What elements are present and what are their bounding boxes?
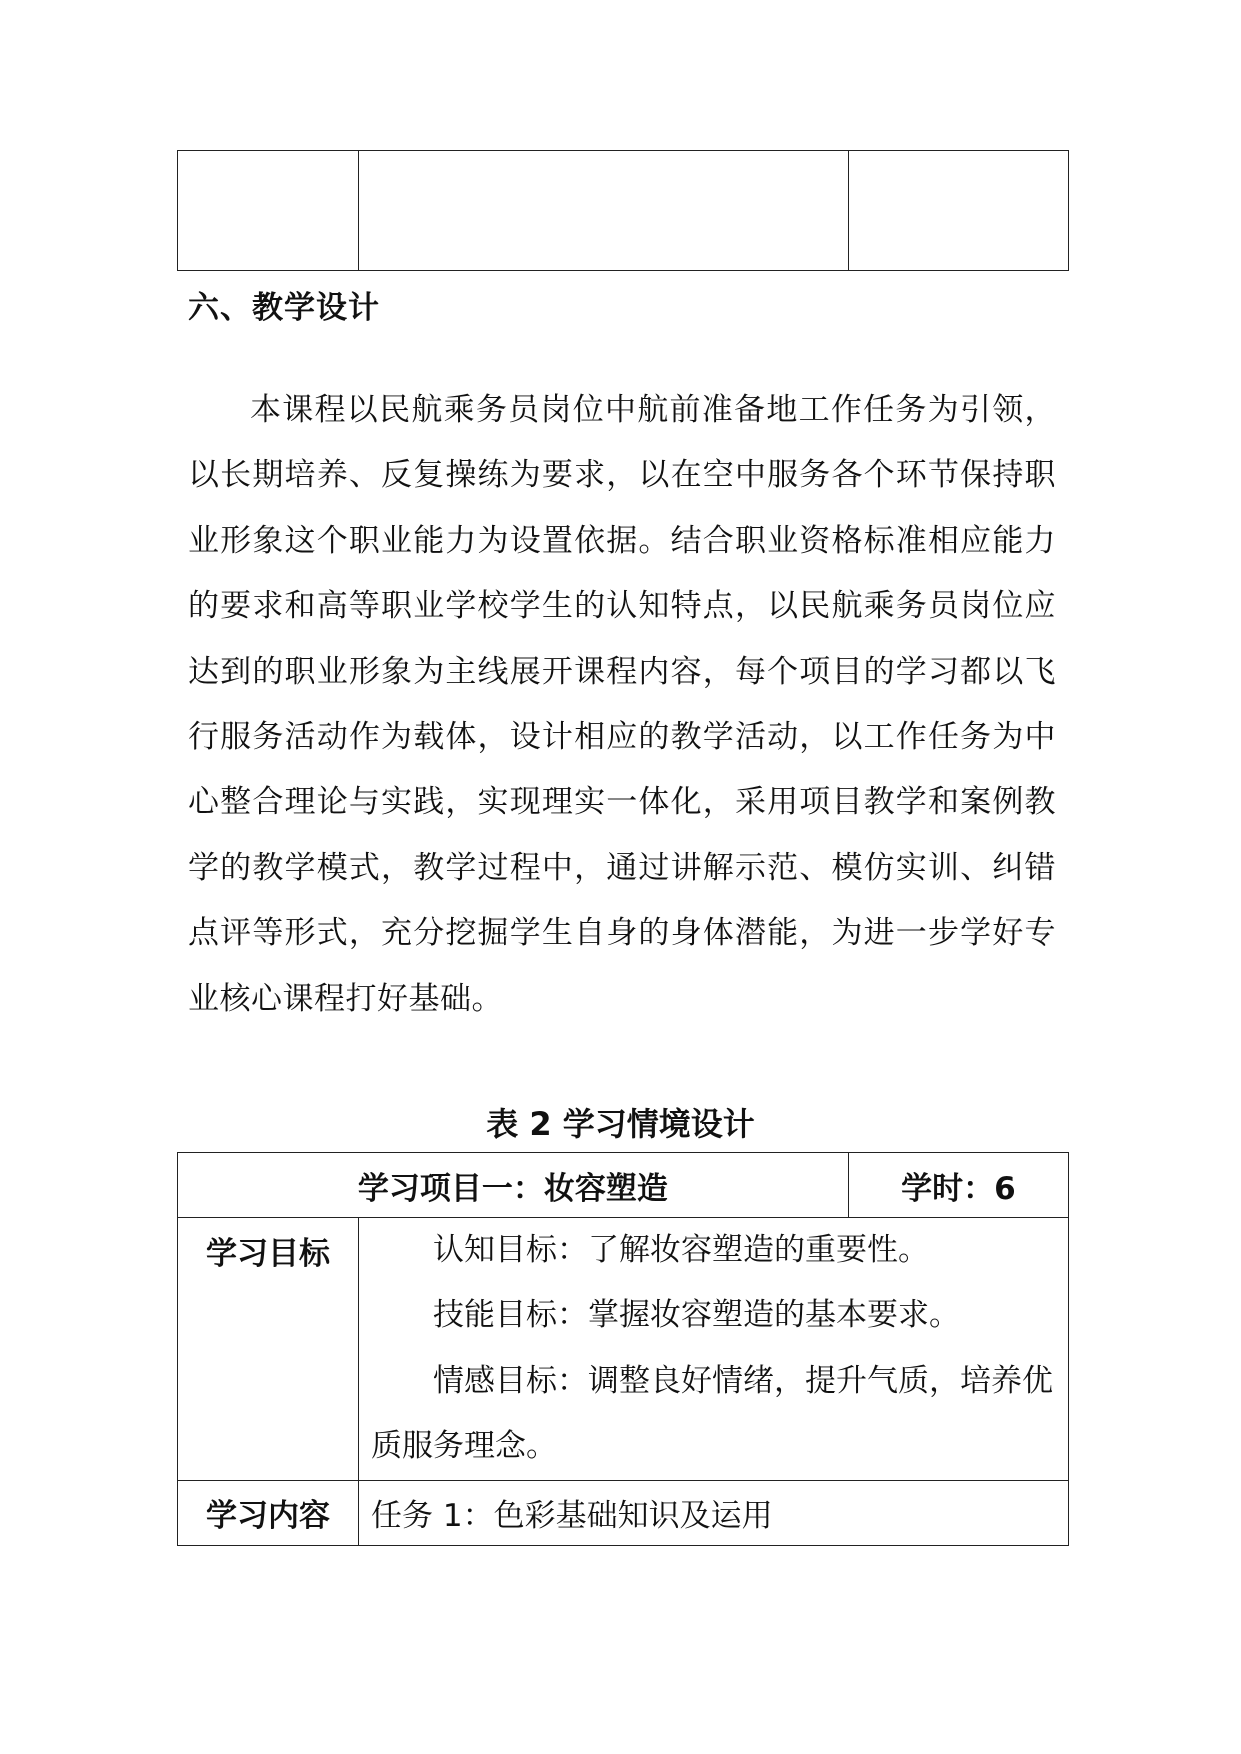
previous-table-fragment	[177, 150, 1069, 271]
table-row	[178, 1218, 1069, 1481]
empty-cell	[178, 151, 359, 271]
hours-cell: 学时：6	[848, 1153, 1068, 1218]
section-heading: 六、教学设计	[188, 290, 380, 326]
objective-item: 技能目标：掌握妆容塑造的基本要求。	[433, 1297, 961, 1334]
body-paragraph: 本课程以民航乘务员岗位中航前准备地工作任务为引领，以长期培养、反复操练为要求，以在空中服务各个环节保持职业形象这个职业能力为设置依据。结合职业资格标准相应能力的要求和高等职业学校学生的认知特点，以民航乘务员岗位应达到的职业形象为主线展开课程内容，每个项目的学习都以飞行服务活动作为载体，设计相应的教学活动，以工作任务为中心整合理论与实践，实现理实一体化，采用项目教学和案例教学的教学模式，教学过程中，通过讲解示范、模仿实训、纠错点评等形式，充分挖掘学生自身的身体潜能，为进一步学好专业核心课程打好基础。	[188, 392, 1056, 1017]
objective-item: 情感目标：调整良好情绪，提升气质，培养优质服务理念。	[371, 1362, 1054, 1465]
objectives-cell	[359, 1218, 1069, 1481]
table-caption: 表 2 学习情境设计	[486, 1105, 755, 1143]
table-row	[178, 1480, 1069, 1545]
table-row	[178, 151, 1069, 271]
objectives-label-cell: 学习目标	[178, 1218, 359, 1481]
content-cell: 任务 1：色彩基础知识及运用	[359, 1480, 1069, 1545]
learning-context-table	[177, 1152, 1069, 1546]
empty-cell	[848, 151, 1068, 271]
project-title-cell: 学习项目一：妆容塑造	[178, 1153, 849, 1218]
objective-item: 认知目标：了解妆容塑造的重要性。	[433, 1232, 930, 1268]
content-label-cell: 学习内容	[178, 1480, 359, 1545]
table-header-row	[178, 1153, 1069, 1218]
empty-cell	[359, 151, 849, 271]
